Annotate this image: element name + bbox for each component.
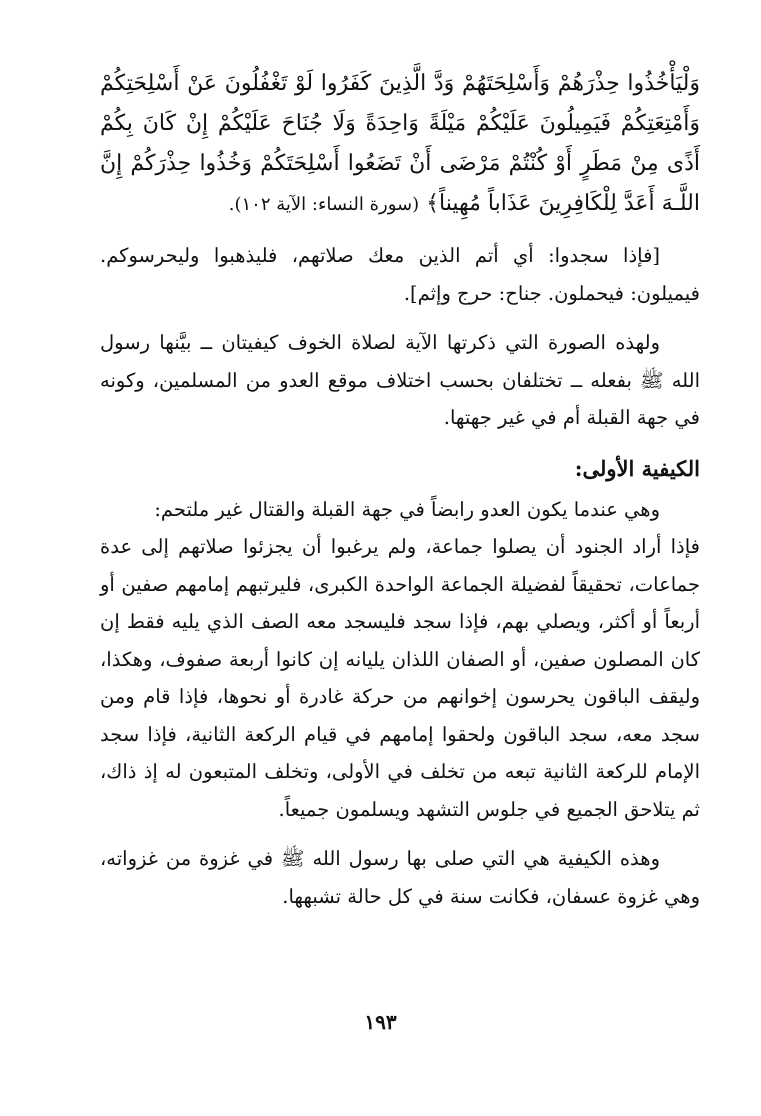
section-heading: الكيفية الأولى: <box>574 455 700 481</box>
page-number: ١٩٣ <box>364 1010 397 1034</box>
intro-paragraph: ولهذه الصورة التي ذكرتها الآية لصلاة الخوف كيفيتان ــ بيَّنها رسول الله ﷺ بفعله ــ تختلفان بحسب اختلاف موقع العدو من المسلمين، وكونه في جهة القبلة أم في غير جهتها. <box>100 331 700 429</box>
quran-verse <box>100 64 700 225</box>
condition-paragraph: وهي عندما يكون العدو رابضاً في جهة القبلة والقتال غير ملتحم: <box>154 497 660 521</box>
vocabulary-note: [فإذا سجدوا: أي أتم الذين معك صلاتهم، فليذهبوا وليحرسوكم. فيميلون: فيحملون. جناح: حرج وإثم]. <box>100 244 700 305</box>
book-page <box>100 64 700 1064</box>
verse-reference: (سورة النساء: الآية ١٠٢). <box>228 194 420 215</box>
closing-paragraph: وهذه الكيفية هي التي صلى بها رسول الله ﷺ في غزوة من غزواته، وهي غزوة عسفان، فكانت سنة في كل حالة تشبهها. <box>100 847 700 908</box>
verse-text: وَلْيَأْخُذُوا حِذْرَهُمْ وَأَسْلِحَتَهُمْ وَدَّ الَّذِينَ كَفَرُوا لَوْ تَغْفُلُونَ عَنْ أَسْلِحَتِكُمْ وَأَمْتِعَتِكُمْ فَيَمِيلُونَ عَلَيْكُمْ مَيْلَةً وَاحِدَةً وَلَا جُنَاحَ عَلَيْكُمْ إِنْ كَانَ بِكُمْ أَذًى مِنْ مَطَرٍ أَوْ كُنْتُمْ مَرْضَى أَنْ تَضَعُوا أَسْلِحَتَكُمْ وَخُذُوا حِذْرَكُمْ إِنَّ اللَّـهَ أَعَدَّ لِلْكَافِرِينَ عَذَاباً مُهِيناً﴾ <box>100 71 700 216</box>
procedure-paragraph: فإذا أراد الجنود أن يصلوا جماعة، ولم يرغبوا أن يجزئوا صلاتهم إلى عدة جماعات، تحقيقاً لفضيلة الجماعة الواحدة الكبرى، فليرتبهم إمامهم صفين أو أربعاً أو أكثر، ويصلي بهم، فإذا سجد فليسجد معه الصف الذي يليه فقط إن كان المصلون صفين، أو الصفان اللذان يليانه إن كانوا أربعة صفوف، وهكذا، وليقف الباقون يحرسون إخوانهم من حركة غادرة أو نحوها، فإذا قام ومن سجد معه، سجد الباقون ولحقوا إمامهم في قيام الركعة الثانية، فإذا سجد الإمام للركعة الثانية تبعه من تخلف في الأولى، وتخلف المتبعون له إذ ذاك، ثم يتلاحق الجميع في جلوس التشهد ويسلمون جميعاً. <box>100 535 700 821</box>
